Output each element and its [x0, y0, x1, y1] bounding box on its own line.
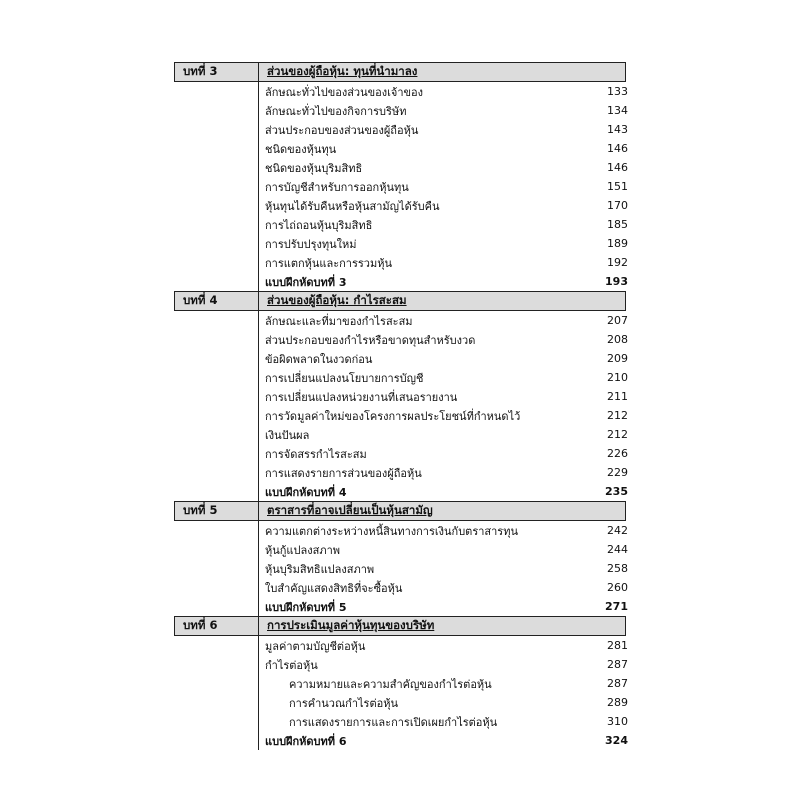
- toc-entry: [259, 368, 626, 387]
- entry-page-number: 211: [607, 390, 628, 403]
- chapter-title: ตราสารที่อาจเปลี่ยนเป็นหุ้นสามัญ: [267, 503, 433, 517]
- entry-page-number: 324: [605, 734, 628, 747]
- toc-entry: [259, 425, 626, 444]
- chapter-entries: [258, 521, 626, 616]
- entry-label: ชนิดของหุ้นบุริมสิทธิ: [265, 161, 363, 175]
- chapter-number: บทที่ 6: [175, 617, 259, 635]
- chapter-title: การประเมินมูลค่าหุ้นทุนของบริษัท: [267, 618, 435, 632]
- entry-label: หุ้นบุริมสิทธิแปลงสภาพ: [265, 562, 375, 576]
- toc-entry: [259, 444, 626, 463]
- chapter-number: บทที่ 5: [175, 502, 259, 520]
- entry-label: การเปลี่ยนแปลงหน่วยงานที่เสนอรายงาน: [265, 390, 458, 404]
- toc-entry: [259, 330, 626, 349]
- toc-entry: [259, 463, 626, 482]
- chapter-header: [174, 62, 626, 82]
- exercise-entry: [259, 597, 626, 616]
- entry-page-number: 289: [607, 696, 628, 709]
- entry-page-number: 207: [607, 314, 628, 327]
- entry-label: การคำนวณกำไรต่อหุ้น: [289, 696, 398, 710]
- entry-label: การวัดมูลค่าใหม่ของโครงการผลประโยชน์ที่กำหนดไว้: [265, 409, 521, 423]
- entry-label: การบัญชีสำหรับการออกหุ้นทุน: [265, 180, 409, 194]
- toc-entry: [259, 349, 626, 368]
- toc-entry: [259, 636, 626, 655]
- entry-page-number: 189: [607, 237, 628, 250]
- entry-page-number: 212: [607, 409, 628, 422]
- toc-entry: [259, 196, 626, 215]
- toc-entry: [259, 177, 626, 196]
- toc-entry: [259, 387, 626, 406]
- toc-entry: [259, 101, 626, 120]
- chapter-entries: [258, 82, 626, 291]
- toc-entry: [259, 693, 626, 712]
- toc-entry: [259, 139, 626, 158]
- entry-label: แบบฝึกหัดบทที่ 5: [265, 600, 347, 614]
- entry-page-number: 208: [607, 333, 628, 346]
- table-of-contents: [174, 62, 626, 750]
- entry-page-number: 260: [607, 581, 628, 594]
- entry-label: ลักษณะทั่วไปของกิจการบริษัท: [265, 104, 407, 118]
- entry-label: แบบฝึกหัดบทที่ 3: [265, 275, 347, 289]
- toc-entry: [259, 234, 626, 253]
- entry-page-number: 170: [607, 199, 628, 212]
- chapter-header: [174, 616, 626, 636]
- toc-entry: [259, 578, 626, 597]
- chapter-title: ส่วนของผู้ถือหุ้น: กำไรสะสม: [267, 293, 407, 307]
- entry-label: การเปลี่ยนแปลงนโยบายการบัญชี: [265, 371, 424, 385]
- chapter-header: [174, 501, 626, 521]
- entry-label: การแสดงรายการและการเปิดเผยกำไรต่อหุ้น: [289, 715, 498, 729]
- entry-label: กำไรต่อหุ้น: [265, 658, 318, 672]
- entry-label: การไถ่ถอนหุ้นบุริมสิทธิ: [265, 218, 373, 232]
- entry-label: หุ้นทุนได้รับคืนหรือหุ้นสามัญได้รับคืน: [265, 199, 440, 213]
- entry-page-number: 185: [607, 218, 628, 231]
- entry-page-number: 146: [607, 142, 628, 155]
- entry-page-number: 193: [605, 275, 628, 288]
- entry-label: การแตกหุ้นและการรวมหุ้น: [265, 256, 392, 270]
- entry-page-number: 310: [607, 715, 628, 728]
- toc-entry: [259, 82, 626, 101]
- entry-label: เงินปันผล: [265, 428, 310, 442]
- toc-entry: [259, 521, 626, 540]
- entry-page-number: 244: [607, 543, 628, 556]
- entry-label: ชนิดของหุ้นทุน: [265, 142, 337, 156]
- entry-page-number: 287: [607, 658, 628, 671]
- entry-page-number: 146: [607, 161, 628, 174]
- entry-label: มูลค่าตามบัญชีต่อหุ้น: [265, 639, 366, 653]
- entry-page-number: 258: [607, 562, 628, 575]
- entry-label: ลักษณะและที่มาของกำไรสะสม: [265, 314, 413, 328]
- chapter-number: บทที่ 3: [175, 63, 259, 81]
- entry-label: ลักษณะทั่วไปของส่วนของเจ้าของ: [265, 85, 423, 99]
- entry-page-number: 226: [607, 447, 628, 460]
- chapter-header: [174, 291, 626, 311]
- chapter-entries: [258, 311, 626, 501]
- entry-label: ความแตกต่างระหว่างหนี้สินทางการเงินกับตราสารทุน: [265, 524, 518, 538]
- toc-entry: [259, 215, 626, 234]
- entry-label: การปรับปรุงทุนใหม่: [265, 237, 357, 251]
- entry-label: การจัดสรรกำไรสะสม: [265, 447, 367, 461]
- entry-label: การแสดงรายการส่วนของผู้ถือหุ้น: [265, 466, 422, 480]
- toc-entry: [259, 655, 626, 674]
- toc-entry: [259, 712, 626, 731]
- chapter-number: บทที่ 4: [175, 292, 259, 310]
- toc-entry: [259, 559, 626, 578]
- toc-entry: [259, 120, 626, 139]
- toc-entry: [259, 674, 626, 693]
- exercise-entry: [259, 272, 626, 291]
- entry-label: ส่วนประกอบของส่วนของผู้ถือหุ้น: [265, 123, 419, 137]
- toc-entry: [259, 311, 626, 330]
- entry-page-number: 133: [607, 85, 628, 98]
- entry-page-number: 143: [607, 123, 628, 136]
- entry-label: แบบฝึกหัดบทที่ 6: [265, 734, 347, 748]
- chapter-entries: [258, 636, 626, 750]
- chapter-title: ส่วนของผู้ถือหุ้น: ทุนที่นำมาลง: [267, 64, 418, 78]
- entry-page-number: 229: [607, 466, 628, 479]
- toc-entry: [259, 158, 626, 177]
- entry-label: ใบสำคัญแสดงสิทธิที่จะซื้อหุ้น: [265, 581, 403, 595]
- entry-label: ข้อผิดพลาดในงวดก่อน: [265, 352, 373, 366]
- entry-page-number: 271: [605, 600, 628, 613]
- exercise-entry: [259, 482, 626, 501]
- entry-label: หุ้นกู้แปลงสภาพ: [265, 543, 341, 557]
- toc-entry: [259, 253, 626, 272]
- exercise-entry: [259, 731, 626, 750]
- entry-page-number: 209: [607, 352, 628, 365]
- entry-page-number: 210: [607, 371, 628, 384]
- toc-entry: [259, 540, 626, 559]
- entry-page-number: 192: [607, 256, 628, 269]
- entry-page-number: 242: [607, 524, 628, 537]
- entry-page-number: 134: [607, 104, 628, 117]
- entry-page-number: 235: [605, 485, 628, 498]
- entry-page-number: 151: [607, 180, 628, 193]
- entry-page-number: 281: [607, 639, 628, 652]
- entry-label: ความหมายและความสำคัญของกำไรต่อหุ้น: [289, 677, 492, 691]
- entry-label: แบบฝึกหัดบทที่ 4: [265, 485, 347, 499]
- entry-label: ส่วนประกอบของกำไรหรือขาดทุนสำหรับงวด: [265, 333, 476, 347]
- entry-page-number: 212: [607, 428, 628, 441]
- toc-entry: [259, 406, 626, 425]
- entry-page-number: 287: [607, 677, 628, 690]
